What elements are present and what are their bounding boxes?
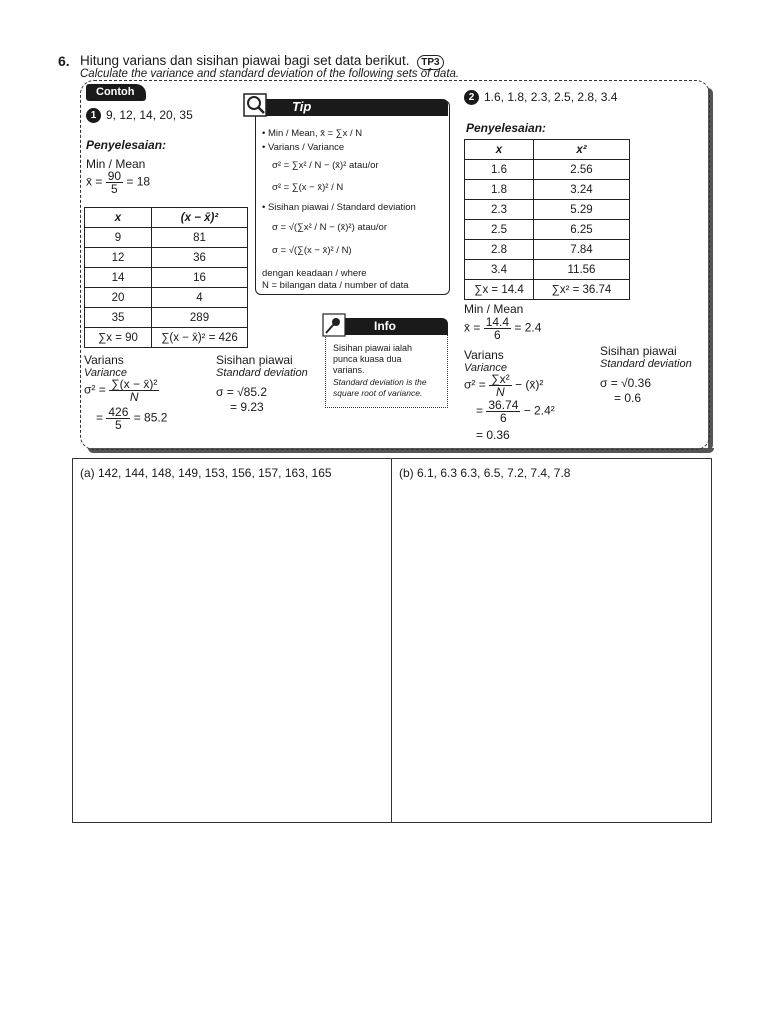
variance-numerator: ∑(x − x̄)² <box>111 377 158 391</box>
question-number: 6. <box>58 53 70 69</box>
table-cell: 5.29 <box>534 200 630 220</box>
answer-area[interactable] <box>72 458 712 823</box>
question-title-text: Hitung varians dan sisihan piawai bagi set data berikut. <box>80 53 410 68</box>
mean-numerator: 14.4 <box>485 315 510 329</box>
variance-denominator: N <box>496 385 505 399</box>
example-tab: Contoh <box>86 84 146 101</box>
example2-sd-line2: = 0.6 <box>614 391 642 405</box>
variance-numerator: ∑x² <box>491 372 510 386</box>
info-line: Standard deviation is the <box>333 377 427 387</box>
mean-fraction <box>106 170 123 195</box>
question-title-en: Calculate the variance and standard deviation of the following sets of data. <box>80 68 460 80</box>
example2-mean-formula <box>464 316 541 341</box>
table-row <box>85 228 248 248</box>
table-total: ∑x² = 36.74 <box>534 280 630 300</box>
table-cell: 4 <box>152 288 248 308</box>
table-total: ∑x = 90 <box>85 328 152 348</box>
table-header: x² <box>534 140 630 160</box>
example2-table <box>464 139 630 300</box>
part-b-question: (b) 6.1, 6.3 6.3, 6.5, 7.2, 7.4, 7.8 <box>399 466 571 480</box>
mean-numerator: 90 <box>107 169 122 183</box>
table-total-row <box>465 280 630 300</box>
example2-variance-step: = $\frac{36.74}{6}$ − 2.4² <box>476 398 555 425</box>
table-cell: 16 <box>152 268 248 288</box>
variance-step-denominator: 6 <box>500 411 507 425</box>
example2-variance-result: = 0.36 <box>476 428 510 442</box>
table-header: x <box>465 140 534 160</box>
example1-table <box>84 207 248 348</box>
table-cell: 3.4 <box>465 260 534 280</box>
example1-sd-label: Sisihan piawai <box>216 353 293 367</box>
table-row <box>85 308 248 328</box>
table-cell: 2.3 <box>465 200 534 220</box>
example2-number: 2 <box>464 90 479 105</box>
table-header-row <box>85 208 248 228</box>
table-row <box>465 260 630 280</box>
example2-mean-label: Min / Mean <box>464 302 524 316</box>
table-cell: 1.6 <box>465 160 534 180</box>
table-row <box>85 268 248 288</box>
info-line: Sisihan piawai ialah <box>333 343 413 353</box>
variance-result: = 85.2 <box>133 410 168 425</box>
mean-lhs: x̄ = <box>464 320 481 335</box>
table-row <box>85 248 248 268</box>
variance-step-fraction <box>486 399 520 424</box>
part-a-question: (a) 142, 144, 148, 149, 153, 156, 157, 163, 165 <box>80 466 332 480</box>
mean-denominator: 6 <box>494 328 501 342</box>
table-cell: 3.24 <box>534 180 630 200</box>
table-cell: 35 <box>85 308 152 328</box>
table-header: (x − x̄)² <box>152 208 248 228</box>
variance-step-tail: − 2.4² <box>523 403 555 418</box>
table-cell: 2.56 <box>534 160 630 180</box>
table-cell: 9 <box>85 228 152 248</box>
tip-title: Tip <box>292 99 312 114</box>
variance-denominator: N <box>129 390 139 404</box>
tip-line: • Varians / Variance <box>262 142 345 153</box>
example1-number: 1 <box>86 108 101 123</box>
table-row <box>465 200 630 220</box>
example1-mean-formula <box>86 170 150 195</box>
example2-variance-label: Varians <box>464 348 504 362</box>
tip-line: dengan keadaan / where <box>262 268 367 279</box>
tip-line: • Min / Mean, x̄ = ∑x / N <box>262 128 363 139</box>
table-cell: 1.8 <box>465 180 534 200</box>
answer-divider <box>391 458 392 823</box>
example2-data-values: 1.6, 1.8, 2.3, 2.5, 2.8, 3.4 <box>484 90 618 104</box>
tip-line: σ² = ∑x² / N − (x̄)² atau/or <box>272 160 379 171</box>
table-row <box>465 220 630 240</box>
tip-line: • Sisihan piawai / Standard deviation <box>262 202 416 213</box>
table-cell: 81 <box>152 228 248 248</box>
tip-line: σ = √(∑x² / N − (x̄)²) atau/or <box>272 222 387 233</box>
example2-sd-label-en: Standard deviation <box>600 358 692 370</box>
table-cell: 36 <box>152 248 248 268</box>
example1-variance-label-en: Variance <box>84 367 128 379</box>
example1-sd-line2: = 9.23 <box>230 400 264 414</box>
table-row <box>465 160 630 180</box>
table-cell: 20 <box>85 288 152 308</box>
mean-result: = 2.4 <box>514 320 542 335</box>
example2-data <box>464 90 617 105</box>
table-header-row <box>465 140 630 160</box>
variance-step-numerator: 36.74 <box>488 398 519 412</box>
example1-variance-label: Varians <box>84 353 124 367</box>
mean-denominator: 5 <box>111 182 118 196</box>
variance-fraction <box>489 373 512 398</box>
table-cell: 6.25 <box>534 220 630 240</box>
table-cell: 11.56 <box>534 260 630 280</box>
example1-solution-label: Penyelesaian: <box>86 138 167 152</box>
example1-mean-label: Min / Mean <box>86 157 146 171</box>
variance-step-denominator: 5 <box>115 418 122 432</box>
table-total-row <box>85 328 248 348</box>
info-header <box>336 318 448 335</box>
example2-variance-label-en: Variance <box>464 362 508 374</box>
tip-line: N = bilangan data / number of data <box>262 280 409 291</box>
example2-sd-label: Sisihan piawai <box>600 344 677 358</box>
example1-variance-step: = $\frac{426}{5}$ = 85.2 <box>96 405 168 432</box>
variance-step-fraction <box>106 406 130 431</box>
table-row <box>465 180 630 200</box>
info-line: varians. <box>333 365 365 375</box>
mean-lhs: x̄ = <box>86 174 103 189</box>
table-row <box>85 288 248 308</box>
example1-variance-formula <box>84 378 159 403</box>
variance-step-numerator: 426 <box>108 405 129 419</box>
tip-header <box>262 99 448 116</box>
info-line: punca kuasa dua <box>333 354 402 364</box>
example2-solution-label: Penyelesaian: <box>466 121 547 135</box>
variance-lhs: σ² = <box>464 377 486 392</box>
variance-tail: − (x̄)² <box>515 377 544 392</box>
table-cell: 2.5 <box>465 220 534 240</box>
example1-sd-label-en: Standard deviation <box>216 367 308 379</box>
variance-fraction <box>109 378 159 403</box>
table-cell: 7.84 <box>534 240 630 260</box>
table-cell: 2.8 <box>465 240 534 260</box>
table-cell: 12 <box>85 248 152 268</box>
table-cell: 14 <box>85 268 152 288</box>
table-total: ∑(x − x̄)² = 426 <box>152 328 248 348</box>
mean-result: = 18 <box>126 174 151 189</box>
table-header: x <box>85 208 152 228</box>
pushpin-icon <box>322 313 346 337</box>
tip-line: σ = √(∑(x − x̄)² / N) <box>272 245 352 256</box>
example1-data <box>86 108 193 123</box>
tip-line: σ² = ∑(x − x̄)² / N <box>272 182 344 193</box>
info-title: Info <box>374 319 396 333</box>
mean-fraction <box>484 316 511 341</box>
table-cell: 289 <box>152 308 248 328</box>
table-total: ∑x = 14.4 <box>465 280 534 300</box>
tp-badge: TP3 <box>417 55 443 70</box>
example2-variance-formula <box>464 373 543 398</box>
example1-data-values: 9, 12, 14, 20, 35 <box>106 108 193 122</box>
magnifier-icon <box>243 93 267 117</box>
example1-sd-line1: σ = √85.2 <box>216 385 268 399</box>
variance-lhs: σ² = <box>84 382 106 397</box>
example2-sd-line1: σ = √0.36 <box>600 376 652 390</box>
info-line: square root of variance. <box>333 388 423 398</box>
table-row <box>465 240 630 260</box>
